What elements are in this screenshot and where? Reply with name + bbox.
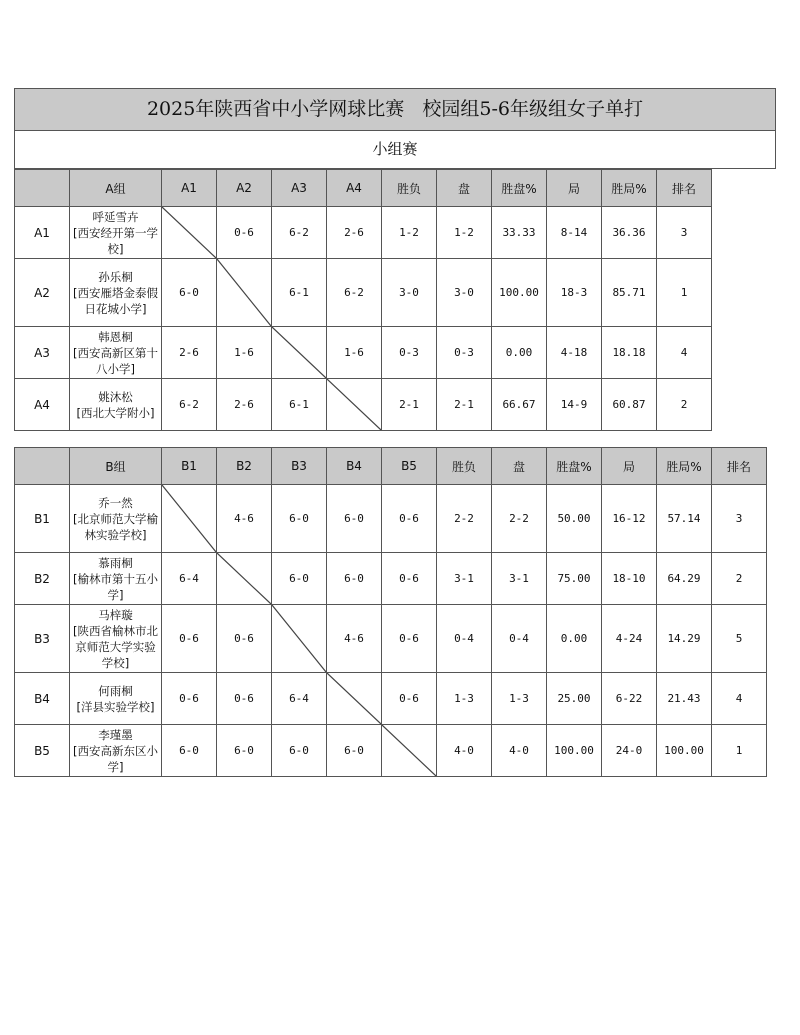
column-header: 胜局% bbox=[657, 448, 712, 485]
stat-cell-set-pct bbox=[492, 207, 547, 259]
stat-cell-game-pct bbox=[602, 379, 657, 431]
stat-cell-games-text: 4-24 bbox=[615, 632, 643, 645]
column-header: 胜盘% bbox=[492, 170, 547, 207]
score-cell bbox=[272, 725, 327, 777]
stat-cell-game-pct bbox=[657, 553, 712, 605]
stat-cell-games bbox=[602, 605, 657, 673]
score-cell bbox=[162, 553, 217, 605]
stat-cell-wl-text: 1-2 bbox=[399, 226, 419, 239]
row-label bbox=[15, 259, 70, 327]
stat-cell-sets-text: 0-4 bbox=[509, 632, 529, 645]
stat-cell-game-pct-text: 64.29 bbox=[667, 572, 701, 585]
player-cell bbox=[70, 673, 162, 725]
player-name: 韩恩桐 bbox=[98, 329, 133, 344]
score-cell-text: 0-6 bbox=[179, 632, 199, 645]
stat-cell-game-pct-text: 14.29 bbox=[667, 632, 701, 645]
stat-cell-game-pct bbox=[657, 725, 712, 777]
score-cell bbox=[217, 605, 272, 673]
stat-cell-wl-text: 2-2 bbox=[454, 512, 474, 525]
player-name: 慕雨桐 bbox=[98, 555, 133, 570]
score-cell-text: 6-2 bbox=[289, 226, 309, 239]
stat-cell-set-pct bbox=[492, 379, 547, 431]
player-name: 孙乐桐 bbox=[98, 269, 133, 284]
group-a-table bbox=[14, 169, 712, 431]
stat-cell-set-pct bbox=[547, 605, 602, 673]
stat-cell-rank-text: 4 bbox=[680, 346, 688, 359]
row-label-text: B3 bbox=[34, 631, 50, 646]
column-header: 盘 bbox=[437, 170, 492, 207]
stat-cell-sets bbox=[492, 673, 547, 725]
stat-cell-set-pct-text: 100.00 bbox=[554, 744, 594, 757]
diagonal-cell bbox=[272, 605, 327, 673]
score-cell bbox=[327, 259, 382, 327]
player-school: [西安经开第一学校] bbox=[73, 225, 158, 256]
score-cell-text: 6-0 bbox=[344, 572, 364, 585]
stat-cell-set-pct-text: 0.00 bbox=[560, 632, 588, 645]
stat-cell-wl-text: 2-1 bbox=[399, 398, 419, 411]
stat-cell-sets bbox=[437, 259, 492, 327]
stat-cell-games bbox=[602, 485, 657, 553]
stat-cell-set-pct bbox=[547, 553, 602, 605]
row-label-text: B1 bbox=[34, 511, 50, 526]
score-cell-text: 2-6 bbox=[344, 226, 364, 239]
player-cell bbox=[70, 725, 162, 777]
stat-cell-rank-text: 3 bbox=[680, 226, 688, 239]
score-cell bbox=[217, 379, 272, 431]
stat-cell-game-pct bbox=[602, 259, 657, 327]
table-row bbox=[15, 605, 767, 673]
column-header bbox=[15, 448, 70, 485]
stat-cell-set-pct bbox=[547, 485, 602, 553]
stat-cell-sets-text: 1-3 bbox=[509, 692, 529, 705]
score-cell bbox=[272, 553, 327, 605]
stat-cell-rank-text: 3 bbox=[735, 512, 743, 525]
stat-cell-wl-text: 0-3 bbox=[399, 346, 419, 359]
score-cell bbox=[217, 673, 272, 725]
stat-cell-sets-text: 0-3 bbox=[454, 346, 474, 359]
column-header: 胜盘% bbox=[547, 448, 602, 485]
stat-cell-sets bbox=[437, 379, 492, 431]
column-header: A组 bbox=[70, 170, 162, 207]
stat-cell-game-pct-text: 60.87 bbox=[612, 398, 646, 411]
player-school: [北京师范大学榆林实验学校] bbox=[73, 511, 158, 542]
stat-cell-game-pct-text: 57.14 bbox=[667, 512, 701, 525]
row-label bbox=[15, 327, 70, 379]
score-cell-text: 2-6 bbox=[179, 346, 199, 359]
diagonal-cell bbox=[272, 327, 327, 379]
row-label bbox=[15, 485, 70, 553]
row-label-text: A2 bbox=[34, 285, 50, 300]
column-header: 排名 bbox=[657, 170, 712, 207]
column-header: 胜局% bbox=[602, 170, 657, 207]
score-cell-text: 4-6 bbox=[344, 632, 364, 645]
stat-cell-rank bbox=[712, 485, 767, 553]
stat-cell-sets-text: 2-1 bbox=[454, 398, 474, 411]
stat-cell-game-pct bbox=[657, 673, 712, 725]
stat-cell-wl bbox=[382, 327, 437, 379]
stat-cell-wl bbox=[437, 725, 492, 777]
score-cell-text: 0-6 bbox=[234, 692, 254, 705]
score-cell bbox=[327, 327, 382, 379]
stat-cell-sets-text: 3-0 bbox=[454, 286, 474, 299]
stat-cell-set-pct bbox=[492, 259, 547, 327]
stat-cell-sets bbox=[492, 725, 547, 777]
player-cell bbox=[70, 259, 162, 327]
row-label bbox=[15, 725, 70, 777]
player-cell bbox=[70, 379, 162, 431]
score-cell-text: 0-6 bbox=[399, 632, 419, 645]
score-cell-text: 6-2 bbox=[179, 398, 199, 411]
stat-cell-rank bbox=[657, 327, 712, 379]
score-cell bbox=[217, 327, 272, 379]
stat-cell-games bbox=[602, 673, 657, 725]
score-cell bbox=[162, 673, 217, 725]
row-label bbox=[15, 379, 70, 431]
column-header: B3 bbox=[272, 448, 327, 485]
stat-cell-rank-text: 2 bbox=[735, 572, 743, 585]
score-cell-text: 6-4 bbox=[289, 692, 309, 705]
table-row bbox=[15, 485, 767, 553]
stat-cell-sets bbox=[492, 605, 547, 673]
stat-cell-set-pct bbox=[547, 673, 602, 725]
player-school: [榆林市第十五小学] bbox=[73, 571, 158, 602]
score-cell-text: 6-1 bbox=[289, 286, 309, 299]
score-cell-text: 0-6 bbox=[234, 632, 254, 645]
score-cell bbox=[217, 207, 272, 259]
stat-cell-game-pct-text: 85.71 bbox=[612, 286, 646, 299]
stat-cell-set-pct-text: 25.00 bbox=[557, 692, 591, 705]
score-cell-text: 6-1 bbox=[289, 398, 309, 411]
score-cell bbox=[217, 725, 272, 777]
stat-cell-games-text: 6-22 bbox=[615, 692, 643, 705]
stat-cell-games-text: 8-14 bbox=[560, 226, 588, 239]
stat-cell-sets-text: 2-2 bbox=[509, 512, 529, 525]
diagonal-cell bbox=[327, 673, 382, 725]
stat-cell-rank-text: 1 bbox=[735, 744, 743, 757]
score-cell-text: 2-6 bbox=[234, 398, 254, 411]
row-label-text: A3 bbox=[34, 345, 50, 360]
stat-cell-wl bbox=[382, 207, 437, 259]
column-header: A4 bbox=[327, 170, 382, 207]
stat-cell-games-text: 18-3 bbox=[560, 286, 588, 299]
stat-cell-game-pct-text: 36.36 bbox=[612, 226, 646, 239]
stat-cell-sets-text: 4-0 bbox=[509, 744, 529, 757]
player-cell bbox=[70, 485, 162, 553]
row-label-text: B4 bbox=[34, 691, 50, 706]
player-name: 李瑾墨 bbox=[98, 727, 133, 742]
stat-cell-set-pct-text: 50.00 bbox=[557, 512, 591, 525]
stat-cell-game-pct bbox=[657, 485, 712, 553]
stat-cell-sets bbox=[492, 485, 547, 553]
stat-cell-wl bbox=[437, 553, 492, 605]
table-row bbox=[15, 725, 767, 777]
stat-cell-set-pct-text: 100.00 bbox=[499, 286, 539, 299]
score-cell bbox=[162, 259, 217, 327]
score-cell bbox=[162, 725, 217, 777]
stat-cell-game-pct bbox=[602, 207, 657, 259]
stat-cell-set-pct bbox=[492, 327, 547, 379]
column-header: 排名 bbox=[712, 448, 767, 485]
player-cell bbox=[70, 553, 162, 605]
stat-cell-rank bbox=[657, 259, 712, 327]
diagonal-cell bbox=[382, 725, 437, 777]
stat-cell-wl bbox=[382, 379, 437, 431]
player-name: 何雨桐 bbox=[98, 683, 133, 698]
row-label-text: A1 bbox=[34, 225, 50, 240]
column-header: B5 bbox=[382, 448, 437, 485]
column-header: 局 bbox=[547, 170, 602, 207]
diagonal-cell bbox=[162, 485, 217, 553]
column-header: A3 bbox=[272, 170, 327, 207]
score-cell bbox=[382, 485, 437, 553]
player-cell bbox=[70, 605, 162, 673]
player-name: 马梓璇 bbox=[98, 607, 133, 622]
column-header: A2 bbox=[217, 170, 272, 207]
row-label bbox=[15, 605, 70, 673]
column-header: B2 bbox=[217, 448, 272, 485]
stat-cell-game-pct-text: 18.18 bbox=[612, 346, 646, 359]
table-row bbox=[15, 207, 712, 259]
column-header: 胜负 bbox=[382, 170, 437, 207]
stat-cell-games-text: 14-9 bbox=[560, 398, 588, 411]
table-row bbox=[15, 553, 767, 605]
player-name: 呼延雪卉 bbox=[92, 209, 139, 224]
score-cell bbox=[382, 605, 437, 673]
stat-cell-games bbox=[547, 327, 602, 379]
stat-cell-sets-text: 3-1 bbox=[509, 572, 529, 585]
stat-cell-rank-text: 5 bbox=[735, 632, 743, 645]
diagonal-cell bbox=[327, 379, 382, 431]
stat-cell-set-pct-text: 0.00 bbox=[505, 346, 533, 359]
score-cell bbox=[327, 485, 382, 553]
score-cell bbox=[327, 725, 382, 777]
player-school: [西安高新东区小学] bbox=[73, 743, 158, 774]
column-header bbox=[15, 170, 70, 207]
score-cell-text: 0-6 bbox=[399, 692, 419, 705]
table-row bbox=[15, 673, 767, 725]
score-cell bbox=[327, 553, 382, 605]
score-cell-text: 6-2 bbox=[344, 286, 364, 299]
stat-cell-set-pct-text: 66.67 bbox=[502, 398, 536, 411]
stat-cell-sets bbox=[492, 553, 547, 605]
score-cell bbox=[272, 207, 327, 259]
column-header: 胜负 bbox=[437, 448, 492, 485]
score-cell bbox=[327, 207, 382, 259]
stat-cell-game-pct-text: 100.00 bbox=[664, 744, 704, 757]
player-school: [西安高新区第十八小学] bbox=[73, 345, 158, 376]
player-school: [西北大学附小] bbox=[76, 405, 155, 420]
stat-cell-wl bbox=[437, 673, 492, 725]
score-cell bbox=[217, 485, 272, 553]
stat-cell-games bbox=[547, 379, 602, 431]
score-cell bbox=[162, 327, 217, 379]
stat-cell-games-text: 4-18 bbox=[560, 346, 588, 359]
score-cell bbox=[162, 605, 217, 673]
row-label bbox=[15, 553, 70, 605]
stat-cell-sets bbox=[437, 327, 492, 379]
score-cell bbox=[272, 485, 327, 553]
stage-title: 小组赛 bbox=[14, 131, 776, 169]
score-cell-text: 6-0 bbox=[344, 512, 364, 525]
score-cell bbox=[162, 379, 217, 431]
stat-cell-rank bbox=[712, 725, 767, 777]
score-cell bbox=[272, 259, 327, 327]
score-cell-text: 0-6 bbox=[399, 512, 419, 525]
stat-cell-games bbox=[547, 259, 602, 327]
row-label-text: A4 bbox=[34, 397, 50, 412]
stat-cell-games-text: 18-10 bbox=[612, 572, 646, 585]
score-cell-text: 4-6 bbox=[234, 512, 254, 525]
stat-cell-rank bbox=[712, 673, 767, 725]
stat-cell-set-pct-text: 33.33 bbox=[502, 226, 536, 239]
score-cell-text: 0-6 bbox=[179, 692, 199, 705]
score-cell bbox=[382, 553, 437, 605]
stat-cell-game-pct bbox=[602, 327, 657, 379]
score-cell-text: 6-0 bbox=[289, 572, 309, 585]
column-header: 局 bbox=[602, 448, 657, 485]
page-title: 2025年陕西省中小学网球比赛 校园组5-6年级组女子单打 bbox=[14, 88, 776, 131]
player-school: [西安雁塔金泰假日花城小学] bbox=[73, 285, 158, 316]
table-row bbox=[15, 259, 712, 327]
column-header: A1 bbox=[162, 170, 217, 207]
score-cell-text: 6-0 bbox=[179, 744, 199, 757]
stat-cell-games-text: 16-12 bbox=[612, 512, 646, 525]
score-cell-text: 6-0 bbox=[289, 512, 309, 525]
player-cell bbox=[70, 207, 162, 259]
player-name: 姚沐松 bbox=[98, 389, 133, 404]
group-b-table bbox=[14, 447, 767, 777]
player-name: 乔一然 bbox=[98, 495, 133, 510]
row-label-text: B2 bbox=[34, 571, 50, 586]
stat-cell-wl bbox=[382, 259, 437, 327]
stat-cell-wl-text: 3-1 bbox=[454, 572, 474, 585]
score-cell-text: 6-0 bbox=[289, 744, 309, 757]
stat-cell-sets-text: 1-2 bbox=[454, 226, 474, 239]
table-row bbox=[15, 379, 712, 431]
row-label-text: B5 bbox=[34, 743, 50, 758]
stat-cell-set-pct bbox=[547, 725, 602, 777]
stat-cell-games bbox=[547, 207, 602, 259]
score-cell bbox=[272, 379, 327, 431]
stat-cell-game-pct bbox=[657, 605, 712, 673]
player-school: [陕西省榆林市北京师范大学实验学校] bbox=[73, 623, 158, 670]
column-header: 盘 bbox=[492, 448, 547, 485]
score-cell-text: 6-0 bbox=[234, 744, 254, 757]
stat-cell-wl bbox=[437, 485, 492, 553]
score-cell-text: 1-6 bbox=[234, 346, 254, 359]
stat-cell-game-pct-text: 21.43 bbox=[667, 692, 701, 705]
stat-cell-games bbox=[602, 553, 657, 605]
score-cell bbox=[272, 673, 327, 725]
score-cell-text: 1-6 bbox=[344, 346, 364, 359]
column-header: B1 bbox=[162, 448, 217, 485]
stat-cell-wl-text: 1-3 bbox=[454, 692, 474, 705]
stat-cell-games-text: 24-0 bbox=[615, 744, 643, 757]
stat-cell-sets bbox=[437, 207, 492, 259]
score-cell bbox=[327, 605, 382, 673]
score-cell-text: 0-6 bbox=[399, 572, 419, 585]
score-cell-text: 6-0 bbox=[179, 286, 199, 299]
player-school: [洋县实验学校] bbox=[76, 699, 155, 714]
stat-cell-rank bbox=[712, 605, 767, 673]
stat-cell-rank-text: 2 bbox=[680, 398, 688, 411]
stat-cell-games bbox=[602, 725, 657, 777]
stat-cell-wl-text: 3-0 bbox=[399, 286, 419, 299]
row-label bbox=[15, 673, 70, 725]
score-cell-text: 6-0 bbox=[344, 744, 364, 757]
stat-cell-wl bbox=[437, 605, 492, 673]
diagonal-cell bbox=[217, 553, 272, 605]
column-header: B组 bbox=[70, 448, 162, 485]
stat-cell-rank bbox=[657, 207, 712, 259]
stat-cell-rank bbox=[712, 553, 767, 605]
score-cell-text: 6-4 bbox=[179, 572, 199, 585]
score-cell bbox=[382, 673, 437, 725]
stat-cell-rank bbox=[657, 379, 712, 431]
stat-cell-rank-text: 4 bbox=[735, 692, 743, 705]
score-cell-text: 0-6 bbox=[234, 226, 254, 239]
diagonal-cell bbox=[217, 259, 272, 327]
stat-cell-set-pct-text: 75.00 bbox=[557, 572, 591, 585]
player-cell bbox=[70, 327, 162, 379]
row-label bbox=[15, 207, 70, 259]
stat-cell-rank-text: 1 bbox=[680, 286, 688, 299]
diagonal-cell bbox=[162, 207, 217, 259]
column-header: B4 bbox=[327, 448, 382, 485]
stat-cell-wl-text: 4-0 bbox=[454, 744, 474, 757]
stat-cell-wl-text: 0-4 bbox=[454, 632, 474, 645]
table-row bbox=[15, 327, 712, 379]
